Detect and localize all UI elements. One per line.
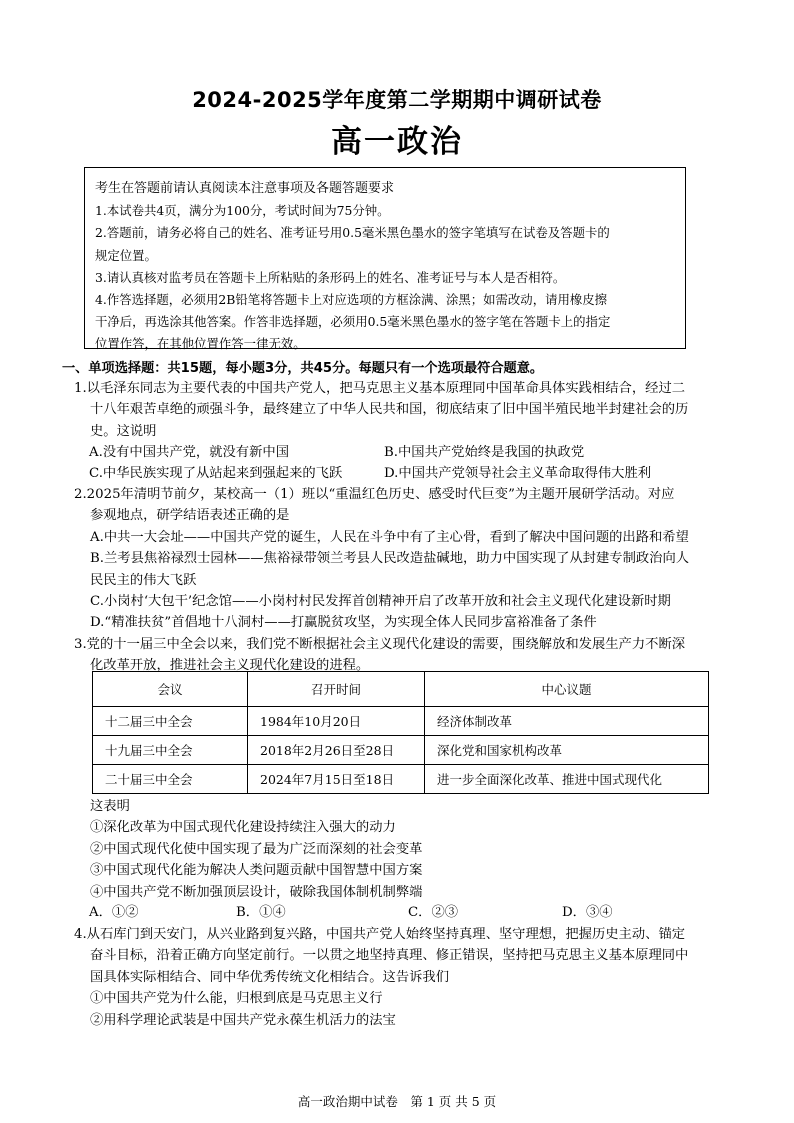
statement: ①中国共产党为什么能，归根到底是马克思主义行 (90, 991, 383, 1007)
statement: ②用科学理论武装是中国共产党永葆生机活力的法宝 (90, 1012, 396, 1028)
table-cell: 2018年2月26日至28日 (248, 736, 425, 765)
table-header: 召开时间 (248, 672, 425, 707)
exam-title: 2024-2025学年度第二学期期中调研试卷 (192, 88, 602, 112)
question-1 (74, 378, 720, 442)
notice-line: 规定位置。 (95, 247, 157, 263)
q1-option-b: B.中国共产党始终是我国的执政党 (384, 445, 585, 460)
q1-option-a: A.没有中国共产党，就没有新中国 (89, 445, 289, 460)
q3-option-c: C．②③ (408, 905, 459, 920)
question-line: 化改革开放，推进社会主义现代化建设的进程。 (90, 658, 370, 674)
statement: ②中国式现代化使中国实现了最为广泛而深刻的社会变革 (90, 841, 423, 857)
notice-line: 4.作答选择题，必须用2B铅笔将答题卡上对应选项的方框涂满、涂黑；如需改动，请用橡皮擦 (95, 292, 608, 308)
notice-line: 位置作答，在其他位置作答一律无效。 (95, 336, 306, 352)
q1-option-d: D.中国共产党领导社会主义革命取得伟大胜利 (384, 466, 652, 481)
table-row (93, 765, 709, 794)
q1-option-c: C.中华民族实现了从站起来到强起来的飞跃 (89, 466, 343, 481)
question-line: 这表明 (90, 799, 130, 814)
table-row (93, 736, 709, 765)
statement: ③中国式现代化能为解决人类问题贡献中国智慧中国方案 (90, 863, 423, 879)
table-cell: 1984年10月20日 (248, 707, 425, 736)
q3-option-a: A．①② (89, 905, 139, 920)
q2-option-c: C.小岗村‘大包干’纪念馆——小岗村村民发挥首创精神开启了改革开放和社会主义现代化建设新时期 (90, 594, 671, 610)
question-line: 2.2025年清明节前夕，某校高一（1）班以“重温红色历史、感受时代巨变”为主题开展研学活动。对应 (74, 487, 675, 502)
table-cell: 进一步全面深化改革、推进中国式现代化 (425, 765, 709, 794)
q2-option-b-cont: 民民主的伟大飞跃 (90, 572, 197, 588)
question-line: 1.以毛泽东同志为主要代表的中国共产党人，把马克思主义基本原理同中国革命具体实践相结合，经过二 (74, 381, 686, 396)
question-line: 十八年艰苦卓绝的顽强斗争，最终建立了中华人民共和国，彻底结束了旧中国半殖民地半封建社会的历 (90, 402, 689, 418)
notice-box (84, 167, 686, 352)
table-header: 会议 (93, 672, 248, 707)
table-cell: 十二届三中全会 (93, 707, 248, 736)
table-cell: 2024年7月15日至18日 (248, 765, 425, 794)
table-cell: 深化党和国家机构改革 (425, 736, 709, 765)
question-line: 3.党的十一届三中全会以来，我们党不断根据社会主义现代化建设的需要，围绕解放和发展生产力不断深 (74, 637, 686, 652)
question-2 (74, 484, 720, 634)
question-line: 史。这说明 (90, 423, 157, 439)
q2-option-b: B.兰考县焦裕禄烈士园林——焦裕禄带领兰考县人民改造盐碱地，助力中国实现了从封建专制政治向人 (90, 551, 690, 567)
statement: ①深化改革为中国式现代化建设持续注入强大的动力 (90, 820, 396, 836)
table-header: 中心议题 (425, 672, 709, 707)
question-line: 奋斗目标，沿着正确方向坚定前行。一以贯之地坚持真理、修正错误，坚持把马克思主义基本原理同中 (90, 948, 689, 964)
q3-option-d: D．③④ (562, 905, 613, 920)
table-cell: 二十届三中全会 (93, 765, 248, 794)
question-4 (74, 924, 720, 1031)
table-cell: 经济体制改革 (425, 707, 709, 736)
notice-heading: 考生在答题前请认真阅读本注意事项及各题答题要求 (95, 181, 395, 196)
question-line: 4.从石库门到天安门，从兴业路到复兴路，中国共产党人始终坚持真理、坚守理想，把握历史主动、锚定 (74, 927, 686, 942)
question-3-statements (74, 796, 720, 903)
statement: ④中国共产党不断加强顶层设计，破除我国体制机制弊端 (90, 884, 423, 900)
notice-line: 2.答题前，请务必将自己的姓名、准考证号用0.5毫米黑色墨水的签字笔填写在试卷及答题卡的 (95, 225, 610, 241)
q3-option-b: B．①④ (236, 905, 286, 920)
table-header-row (93, 672, 709, 707)
q2-option-a: A.中共一大会址——中国共产党的诞生，人民在斗争中有了主心骨，看到了解决中国问题的出路和希望 (90, 529, 689, 545)
notice-line: 干净后，再选涂其他答案。作答非选择题，必须用0.5毫米黑色墨水的签字笔在答题卡上的指定 (95, 314, 611, 330)
notice-line: 3.请认真核对监考员在答题卡上所粘贴的条形码上的姓名、准考证号与本人是否相符。 (95, 269, 566, 285)
notice-line: 1.本试卷共4页，满分为100分，考试时间为75分钟。 (95, 203, 390, 219)
table-row (93, 707, 709, 736)
subject-title: 高一政治 (331, 124, 463, 160)
page-footer: 高一政治期中试卷 第 1 页 共 5 页 (297, 1094, 497, 1109)
question-line: 参观地点，研学结语表述正确的是 (90, 508, 290, 524)
table-cell: 十九届三中全会 (93, 736, 248, 765)
question-line: 国具体实际相结合、同中华优秀传统文化相结合。这告诉我们 (90, 969, 450, 985)
meeting-table (92, 671, 709, 794)
section-heading: 一、单项选择题：共15题，每小题3分，共45分。每题只有一个选项最符合题意。 (62, 361, 544, 376)
q2-option-d: D.“精准扶贫”首倡地十八洞村——打赢脱贫攻坚，为实现全体人民同步富裕准备了条件 (90, 615, 597, 631)
